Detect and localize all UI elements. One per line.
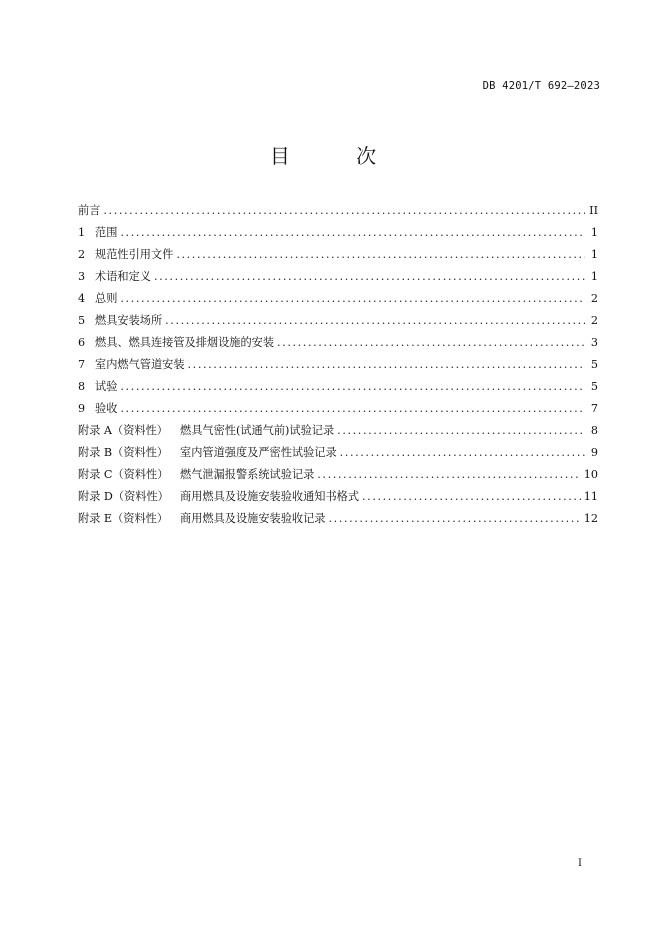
toc-entry-label: 试验	[95, 380, 118, 393]
toc-page-number: 8	[590, 424, 598, 437]
toc-leader-dots	[120, 288, 585, 310]
toc-appendix-tag: 附录 D（资料性）	[78, 490, 169, 503]
toc-entry-foreword[interactable]	[78, 200, 598, 222]
toc-leader-dots	[277, 332, 585, 354]
toc-entry-label: 前言	[78, 204, 101, 217]
toc-entry-label: 室内燃气管道安装	[95, 358, 185, 371]
page-title: 目 次	[269, 144, 407, 168]
page-number: I	[578, 858, 582, 869]
toc-entry-acceptance[interactable]	[78, 398, 598, 420]
toc-leader-dots	[120, 398, 585, 420]
toc-leader-dots	[103, 200, 585, 222]
toc-entry-terms[interactable]	[78, 266, 598, 288]
toc-page-number: 3	[590, 336, 598, 349]
toc-entry-general[interactable]	[78, 288, 598, 310]
toc-entry-label: 总则	[95, 292, 118, 305]
toc-entry-label: 术语和定义	[95, 270, 151, 283]
toc-page-number: 11	[583, 490, 598, 503]
toc-leader-dots	[362, 486, 581, 508]
toc-entry-appendix-d[interactable]	[78, 486, 598, 508]
toc-entry-label: 验收	[95, 402, 118, 415]
document-code: DB 4201/T 692—2023	[482, 80, 600, 92]
toc-leader-dots	[317, 464, 580, 486]
toc-section-number: 2	[78, 248, 86, 261]
toc-section-number: 9	[78, 402, 86, 415]
toc-page-number: 9	[590, 446, 598, 459]
toc-entry-normative-references[interactable]	[78, 244, 598, 266]
toc-leader-dots	[120, 222, 585, 244]
toc-entry-label: 室内管道强度及严密性试验记录	[180, 446, 337, 459]
toc-appendix-tag: 附录 E（资料性）	[78, 512, 169, 525]
toc-leader-dots	[337, 420, 585, 442]
toc-entry-label: 范围	[95, 226, 118, 239]
toc-page-number: 7	[590, 402, 598, 415]
toc-leader-dots	[154, 266, 585, 288]
toc-entry-label: 燃气泄漏报警系统试验记录	[180, 468, 315, 481]
toc-appendix-tag: 附录 A（资料性）	[78, 424, 168, 437]
toc-section-number: 3	[78, 270, 86, 283]
toc-entry-installation-site[interactable]	[78, 310, 598, 332]
toc-page-number: 1	[590, 226, 598, 239]
toc-page-number: 10	[583, 468, 598, 481]
toc-page-number: 5	[590, 358, 598, 371]
toc-section-number: 4	[78, 292, 86, 305]
toc-page-number: 1	[590, 270, 598, 283]
toc-leader-dots	[165, 310, 585, 332]
toc-page-number: 2	[590, 292, 598, 305]
toc-section-number: 5	[78, 314, 86, 327]
toc-section-number: 6	[78, 336, 86, 349]
toc-leader-dots	[188, 354, 585, 376]
toc-leader-dots	[176, 244, 585, 266]
toc-entry-indoor-pipe-installation[interactable]	[78, 354, 598, 376]
toc-section-number: 8	[78, 380, 86, 393]
toc-entry-label: 规范性引用文件	[95, 248, 174, 261]
toc-entry-appendix-c[interactable]	[78, 464, 598, 486]
toc-page-number: 2	[590, 314, 598, 327]
toc-entry-appendix-b[interactable]	[78, 442, 598, 464]
toc-leader-dots	[328, 508, 580, 530]
toc-page-number: II	[589, 204, 598, 217]
toc-appendix-tag: 附录 B（资料性）	[78, 446, 169, 459]
table-of-contents	[78, 200, 598, 530]
toc-page-number: 5	[590, 380, 598, 393]
toc-entry-appliance-installation[interactable]	[78, 332, 598, 354]
toc-entry-label: 燃具、燃具连接管及排烟设施的安装	[95, 336, 275, 349]
toc-appendix-tag: 附录 C（资料性）	[78, 468, 169, 481]
toc-section-number: 1	[78, 226, 86, 239]
toc-section-number: 7	[78, 358, 86, 371]
toc-entry-testing[interactable]	[78, 376, 598, 398]
toc-entry-label: 商用燃具及设施安装验收记录	[180, 512, 326, 525]
toc-page-number: 1	[590, 248, 598, 261]
toc-entry-appendix-a[interactable]	[78, 420, 598, 442]
toc-entry-scope[interactable]	[78, 222, 598, 244]
toc-leader-dots	[340, 442, 585, 464]
toc-entry-label: 燃具气密性(试通气前)试验记录	[180, 424, 335, 437]
toc-page-number: 12	[583, 512, 598, 525]
toc-entry-label: 燃具安装场所	[95, 314, 163, 327]
toc-leader-dots	[120, 376, 585, 398]
toc-entry-appendix-e[interactable]	[78, 508, 598, 530]
toc-entry-label: 商用燃具及设施安装验收通知书格式	[180, 490, 360, 503]
